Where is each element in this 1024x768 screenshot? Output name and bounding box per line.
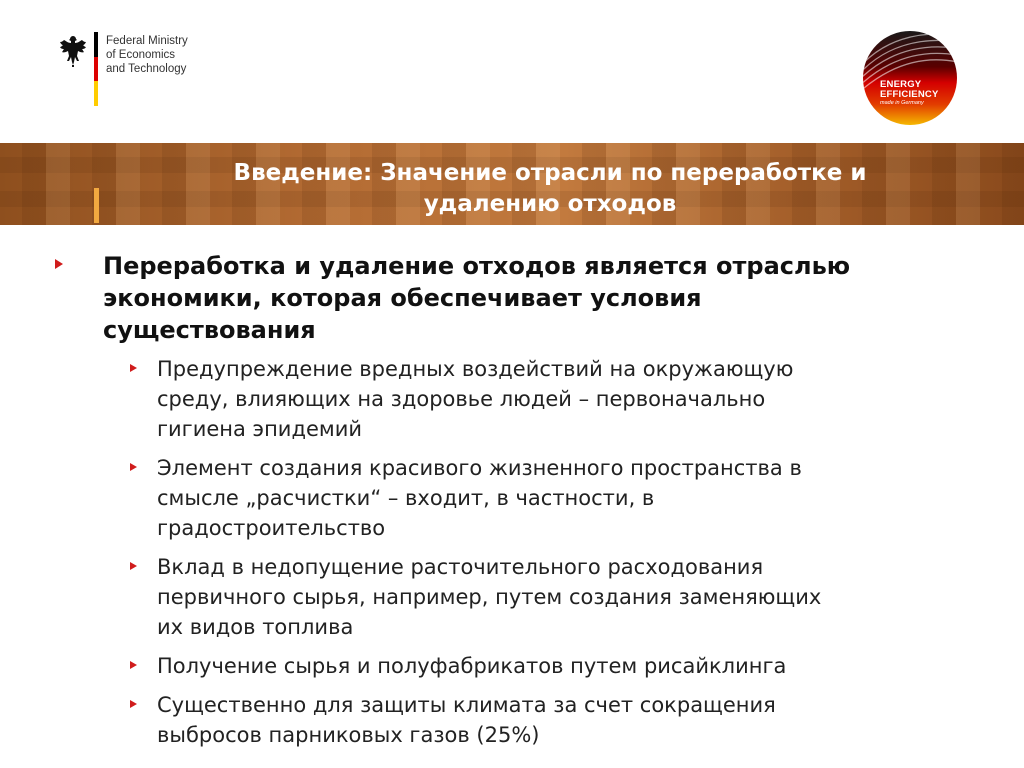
triangle-bullet-icon [55,259,63,269]
ministry-logo [58,32,198,108]
sub-bullet-text [157,690,821,750]
german-flag-bar [94,32,98,106]
sub-bullet-item [127,453,821,543]
sub-bullet-text [157,651,821,681]
main-bullet-line: экономики, которая обеспечивает условия [103,284,702,312]
sub-bullet-item [127,690,821,750]
sub-bullet-text [157,354,821,444]
triangle-bullet-icon [130,562,137,570]
slide-title-line: удалению отходов [423,191,677,217]
badge-line-made-in-germany: made in Germany [880,100,924,106]
slide-title [110,158,990,220]
ministry-name-line: Federal Ministry [106,35,188,47]
sub-bullet-line: градостроительство [157,516,386,540]
ministry-name-line: and Technology [106,63,187,75]
sub-bullet-item [127,651,821,681]
flag-stripe-red [94,57,98,82]
main-bullet-line: Переработка и удаление отходов является отраслью [103,252,851,280]
sub-bullet-line: их видов топлива [157,615,354,639]
title-accent-bar [94,188,99,223]
sub-bullet-line: Предупреждение вредных воздействий на окружающую [157,357,794,381]
sub-bullet-text [157,453,821,543]
sub-bullet-line: Вклад в недопущение расточительного расходования [157,555,764,579]
sub-bullet-item [127,354,821,444]
ministry-name-line: of Economics [106,49,176,61]
main-bullet-line: существования [103,316,316,344]
sub-bullet-line: Получение сырья и полуфабрикатов путем рисайклинга [157,654,787,678]
sub-bullet-list [127,354,821,750]
sub-bullet-line: Существенно для защиты климата за счет сокращения [157,693,776,717]
federal-eagle-icon [58,34,88,68]
energy-efficiency-badge-icon [862,30,958,126]
sub-bullet-line: гигиена эпидемий [157,417,363,441]
sub-bullet-line: выбросов парниковых газов (25%) [157,723,540,747]
sub-bullet-item [127,552,821,642]
sub-bullet-line: первичного сырья, например, путем создания заменяющих [157,585,822,609]
title-band [0,143,1024,225]
sub-bullet-line: смысле „расчистки“ – входит, в частности, в [157,486,655,510]
ministry-name [106,34,188,76]
sub-bullet-line: Элемент создания красивого жизненного пространства в [157,456,802,480]
triangle-bullet-icon [130,463,137,471]
badge-line-efficiency: EFFICIENCY [880,88,939,100]
triangle-bullet-icon [130,661,137,669]
slide-title-line: Введение: Значение отрасли по переработке и [233,160,867,186]
sub-bullet-line: среду, влияющих на здоровье людей – первоначально [157,387,766,411]
sub-bullet-text [157,552,821,642]
triangle-bullet-icon [130,700,137,708]
energy-efficiency-logo [862,30,958,126]
main-bullet-text [103,250,850,346]
flag-stripe-black [94,32,98,57]
flag-stripe-gold [94,81,98,106]
badge-line-energy: ENERGY [880,79,922,90]
triangle-bullet-icon [130,364,137,372]
